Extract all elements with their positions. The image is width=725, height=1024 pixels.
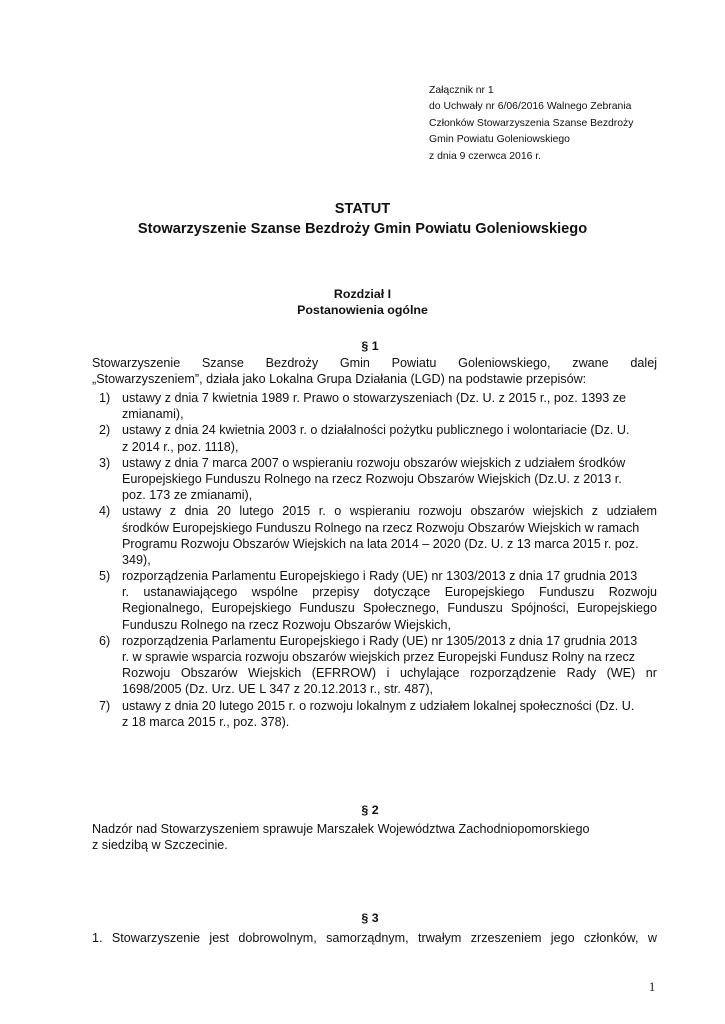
annex-line: Członków Stowarzyszenia Szanse Bezdroży bbox=[429, 117, 634, 129]
section-1-heading: § 1 bbox=[361, 339, 379, 353]
list-item bbox=[92, 568, 657, 633]
legal-basis-list bbox=[92, 390, 657, 730]
list-item bbox=[92, 422, 657, 454]
list-item-line: Rozwoju Obszarów Wiejskich (EFRROW) i uchylające rozporządzenie Rady (WE) nr bbox=[122, 666, 657, 681]
list-item-number: 2) bbox=[99, 423, 111, 438]
section-2-line: z siedzibą w Szczecinie. bbox=[92, 838, 228, 853]
document-subtitle: Stowarzyszenie Szanse Bezdroży Gmin Powiatu Goleniowskiego bbox=[137, 221, 588, 237]
list-item-number: 4) bbox=[99, 504, 111, 519]
document-title: STATUT bbox=[334, 201, 391, 217]
annex-note bbox=[429, 83, 633, 165]
section-3-line: 1. Stowarzyszenie jest dobrowolnym, samorządnym, trwałym zrzeszeniem jego członków, w bbox=[92, 931, 657, 945]
list-item bbox=[92, 698, 657, 730]
section-3-body bbox=[92, 930, 657, 946]
annex-line: z dnia 9 czerwca 2016 r. bbox=[429, 150, 542, 162]
list-item-line: rozporządzenia Parlamentu Europejskiego i Rady (UE) nr 1303/2013 z dnia 17 grudnia 2013 bbox=[122, 569, 638, 584]
list-item-number: 1) bbox=[99, 391, 111, 405]
list-item-line: Funduszu Rolnego na rzecz Rozwoju Obszarów Wiejskich, bbox=[122, 617, 451, 632]
list-item-line: ustawy z dnia 7 kwietnia 1989 r. Prawo o stowarzyszeniach (Dz. U. z 2015 r., poz. 1393 ze bbox=[122, 391, 627, 405]
list-item bbox=[92, 503, 657, 568]
list-item-line: Programu Rozwoju Obszarów Wiejskich na lata 2014 – 2020 (Dz. U. z 13 marca 2015 r. poz. bbox=[122, 536, 639, 551]
list-item-line: poz. 173 ze zmianami), bbox=[122, 488, 253, 503]
list-item-number: 5) bbox=[99, 569, 111, 584]
intro-line: Stowarzyszenie Szanse Bezdroży Gmin Powiatu Goleniowskiego, zwane dalej bbox=[92, 356, 657, 370]
chapter-title: Postanowienia ogólne bbox=[297, 303, 428, 317]
list-item-line: ustawy z dnia 7 marca 2007 o wspieraniu rozwoju obszarów wiejskich z udziałem środków bbox=[122, 455, 626, 470]
section-1-intro bbox=[92, 355, 657, 387]
list-item-line: ustawy z dnia 24 kwietnia 2003 r. o działalności pożytku publicznego i wolontariacie (Dz. U. bbox=[122, 423, 630, 438]
section-2-body bbox=[92, 821, 657, 853]
chapter-number: Rozdział I bbox=[333, 287, 392, 301]
list-item-line: Europejskiego Funduszu Rolnego na rzecz Rozwoju Obszarów Wiejskich (Dz.U. z 2013 r. bbox=[122, 471, 622, 486]
list-item-line: rozporządzenia Parlamentu Europejskiego i Rady (UE) nr 1305/2013 z dnia 17 grudnia 2013 bbox=[122, 633, 638, 648]
list-item-number: 3) bbox=[99, 455, 111, 470]
list-item-line: z 2014 r., poz. 1118), bbox=[122, 439, 239, 454]
list-item-line: r. w sprawie wsparcia rozwoju obszarów wiejskich przez Europejski Fundusz Rolny na rzecz bbox=[122, 650, 636, 664]
page-number: 1 bbox=[649, 980, 656, 994]
section-2-heading: § 2 bbox=[361, 803, 379, 817]
list-item bbox=[92, 390, 657, 422]
list-item-line: ustawy z dnia 20 lutego 2015 r. o wspieraniu rozwoju obszarów wiejskich z udziałem bbox=[122, 504, 657, 519]
list-item-line: 1698/2005 (Dz. Urz. UE L 347 z 20.12.2013 r., str. 487), bbox=[122, 682, 434, 697]
annex-line: do Uchwały nr 6/06/2016 Walnego Zebrania bbox=[429, 101, 632, 113]
list-item bbox=[92, 633, 657, 698]
list-item-line: ustawy z dnia 20 lutego 2015 r. o rozwoju lokalnym z udziałem lokalnej społeczności (Dz. U. bbox=[122, 698, 635, 713]
list-item bbox=[92, 455, 657, 504]
annex-line: Załącznik nr 1 bbox=[429, 85, 494, 96]
list-item-number: 6) bbox=[99, 633, 111, 648]
section-3-heading: § 3 bbox=[361, 911, 379, 925]
intro-line: „Stowarzyszeniem”, działa jako Lokalna Grupa Działania (LGD) na podstawie przepisów: bbox=[92, 372, 587, 387]
list-item-line: Regionalnego, Europejskiego Funduszu Społecznego, Funduszu Spójności, Europejskiego bbox=[122, 601, 657, 616]
list-item-number: 7) bbox=[99, 698, 111, 713]
list-item-line: r. ustanawiającego wspólne przepisy dotyczące Europejskiego Funduszu Rozwoju bbox=[122, 585, 657, 600]
list-item-line: z 18 marca 2015 r., poz. 378). bbox=[122, 714, 290, 729]
list-item-line: środków Europejskiego Funduszu Rolnego na rzecz Rozwoju Obszarów Wiejskich w ramach bbox=[122, 520, 640, 535]
annex-line: Gmin Powiatu Goleniowskiego bbox=[429, 134, 570, 146]
list-item-line: 349), bbox=[122, 552, 151, 567]
section-2-line: Nadzór nad Stowarzyszeniem sprawuje Marszałek Województwa Zachodniopomorskiego bbox=[92, 822, 590, 836]
list-item-line: zmianami), bbox=[122, 407, 184, 422]
